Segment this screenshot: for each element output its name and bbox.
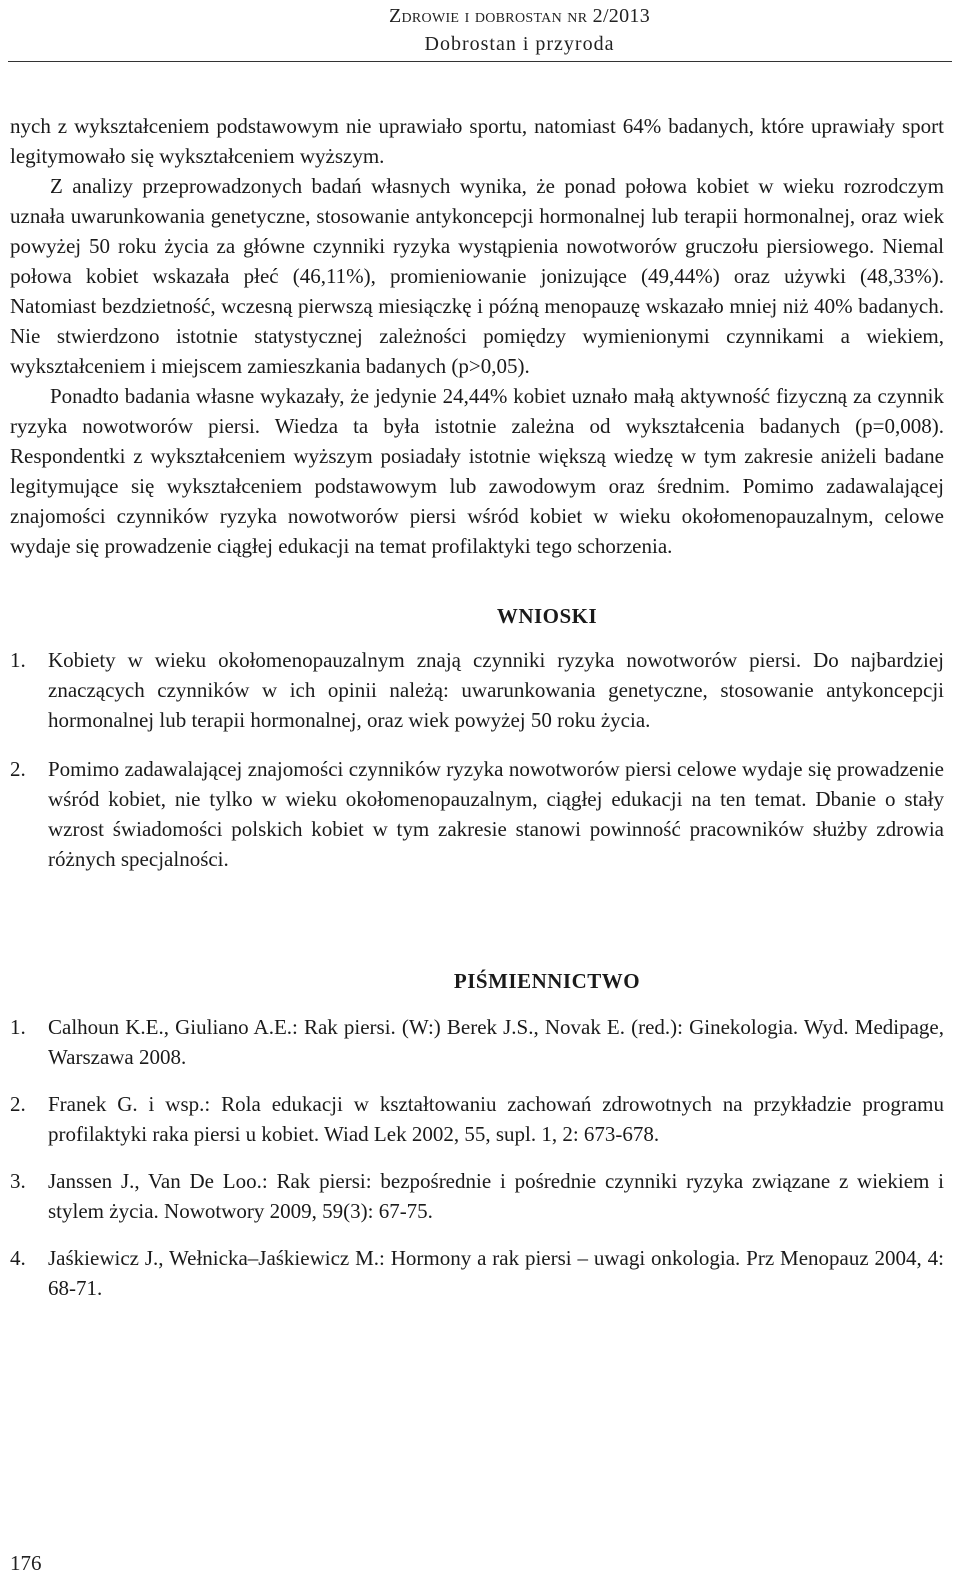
reference-item (10, 1243, 944, 1303)
reference-number: 2. (10, 1092, 26, 1116)
reference-number: 4. (10, 1246, 26, 1270)
page-number: 176 (10, 1551, 42, 1575)
conclusion-text: Pomimo zadawalającej znajomości czynników ryzyka nowotworów piersi celowe wydaje się prowadzenie wśród kobiet, nie tylko w wieku okołomenopauzalnym, ciągłej edukacji na ten temat. Dbanie o stały wzrost świadomości polskich kobiet w tym zakresie stanowi powinność pracowników służby zdrowia różnych specjalności. (48, 757, 944, 871)
header-divider (8, 61, 952, 62)
bibliography-list (10, 1012, 944, 1303)
bibliography-heading: PIŚMIENNICTWO (453, 969, 641, 993)
reference-item (10, 1166, 944, 1226)
conclusions-heading: WNIOSKI (496, 604, 598, 628)
conclusion-text: Kobiety w wieku okołomenopauzalnym znają czynniki ryzyka nowotworów piersi. Do najbardziej znaczących czynników w ich opinii należą: uwarunkowania genetyczne, stosowanie antykoncepcji hormonalnej lub terapii hormonalnej, oraz wiek powyżej 50 roku życia. (48, 648, 944, 732)
reference-number: 1. (10, 1015, 26, 1039)
body-paragraph: Z analizy przeprowadzonych badań własnych wynika, że ponad połowa kobiet w wieku rozrodczym uznała uwarunkowania genetyczne, stosowanie antykoncepcji hormonalnej lub terapii hormonalnej, oraz wiek powyżej 50 roku życia za główne czynniki ryzyka wystąpienia nowotworów gruczołu piersiowego. Niemal połowa kobiet wskazała płeć (46,11%), promieniowanie jonizujące (49,44%) oraz używki (48,33%). Natomiast bezdzietność, wczesną pierwszą miesiączkę i późną menopauzę wskazało mniej niż 40% badanych. Nie stwierdzono istotnie statystycznej zależności pomiędzy wymienionymi czynnikami a wiekiem, wykształceniem i miejscem zamieszkania badanych (p>0,05). (10, 174, 944, 378)
reference-text: Calhoun K.E., Giuliano A.E.: Rak piersi. (W:) Berek J.S., Novak E. (red.): Ginekologia. Wyd. Medipage, Warszawa 2008. (48, 1015, 944, 1069)
body-paragraph: nych z wykształceniem podstawowym nie uprawiało sportu, natomiast 64% badanych, które uprawiały sport legitymowało się wykształceniem wyższym. (10, 114, 944, 168)
conclusion-number: 2. (10, 757, 26, 781)
section-title: Dobrostan i przyroda (424, 33, 615, 55)
reference-number: 3. (10, 1169, 26, 1193)
reference-text: Janssen J., Van De Loo.: Rak piersi: bezpośrednie i pośrednie czynniki ryzyka związane z wiekiem i stylem życia. Nowotwory 2009, 59(3): 67-75. (48, 1169, 944, 1223)
conclusion-item (10, 645, 944, 735)
body-paragraph: Ponadto badania własne wykazały, że jedynie 24,44% kobiet uznało małą aktywność fizyczną za czynnik ryzyka nowotworów piersi. Wiedza ta była istotnie zależna od wykształcenia badanych (p=0,008). Respondentki z wykształceniem wyższym posiadały istotnie większą wiedzę w tym zakresie aniżeli badane legitymujące się wykształceniem podstawowym lub zawodowym oraz średnim. Pomimo zadawalającej znajomości czynników ryzyka nowotworów piersi wśród kobiet w wieku okołomenopauzalnym, celowe wydaje się prowadzenie ciągłej edukacji na temat profilaktyki tego schorzenia. (10, 384, 944, 558)
reference-text: Franek G. i wsp.: Rola edukacji w kształtowaniu zachowań zdrowotnych na przykładzie programu profilaktyki raka piersi u kobiet. Wiad Lek 2002, 55, supl. 1, 2: 673-678. (48, 1092, 944, 1146)
running-header (389, 2, 650, 58)
reference-text: Jaśkiewicz J., Wełnicka–Jaśkiewicz M.: Hormony a rak piersi – uwagi onkologia. Prz Menopauz 2004, 4: 68-71. (48, 1246, 944, 1300)
journal-title: Zdrowie i dobrostan nr 2/2013 (388, 5, 650, 27)
conclusions-list (10, 645, 944, 874)
reference-item (10, 1012, 944, 1072)
conclusion-item (10, 754, 944, 874)
conclusion-number: 1. (10, 648, 26, 672)
article-body (10, 111, 944, 1320)
reference-item (10, 1089, 944, 1149)
